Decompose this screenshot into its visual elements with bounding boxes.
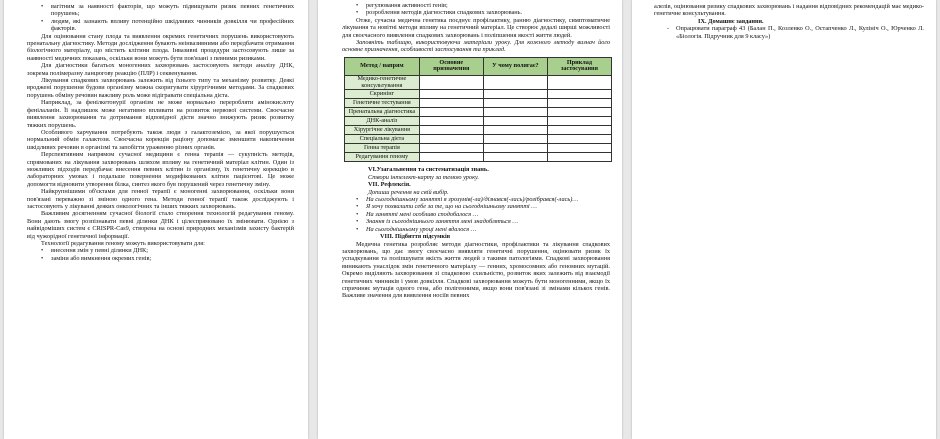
table-cell-empty[interactable] <box>419 99 483 108</box>
document-page-1 <box>4 0 308 439</box>
table-cell-method: Спеціальна дієта <box>345 135 420 144</box>
table-cell-empty[interactable] <box>419 126 483 135</box>
paragraph: Особливого харчування потребують також люди з галактоземією, за якої порушується нормальний обмін галактози. Своєчасна корекція раціону допомагає зменшити накопичення шкідливих речовин в організмі та запобігти ураженню різних органів. <box>27 128 294 151</box>
table-cell-method: Генна терапія <box>345 144 420 153</box>
table-row <box>345 90 612 99</box>
table-header-row <box>345 57 612 75</box>
paragraph: Лікування спадкових захворювань залежить від їхнього типу та механізму розвитку. Деякі вроджені порушення будови організму можна скоригувати хірургічними методами. За спадкових порушень обміну речовин важливу роль може відігравати спеціальна дієта. <box>27 77 294 99</box>
table-header: Метод / напрям <box>345 57 420 75</box>
task-instruction: Створи інтелект-карту за темою уроку. <box>368 173 480 181</box>
table-cell-empty[interactable] <box>483 126 547 135</box>
paragraph: Для оцінювання стану плода та виявлення окремих генетичних порушень використовують пренатальну діагностику. Методи дослідження бувають неінвазивними або передбачати отримання біологічного матеріалу, що містить клітини плода. Інвазивні процедури застосовують лише за наявності медичних показань, оскільки вони можуть бути пов'язані з певними ризиками. <box>27 32 294 62</box>
table-cell-empty[interactable] <box>419 135 483 144</box>
table-cell-empty[interactable] <box>483 99 547 108</box>
table-cell-method: Редагування геному <box>345 153 420 162</box>
table-row <box>345 99 612 108</box>
table-cell-empty[interactable] <box>483 75 547 90</box>
section-heading: VIII. Підбиття підсумків <box>380 233 451 241</box>
table-cell-empty[interactable] <box>483 153 547 162</box>
table-cell-empty[interactable] <box>483 117 547 126</box>
table-cell-empty[interactable] <box>547 117 611 126</box>
table-cell-method: ДНК-аналіз <box>345 117 420 126</box>
table-row <box>345 153 612 162</box>
table-cell-method: Генетичне тестування <box>345 99 420 108</box>
table-row <box>345 75 612 90</box>
table-cell-empty[interactable] <box>547 126 611 135</box>
list-item: • розроблення методів діагностики спадкових захворювань. <box>342 9 610 16</box>
table-header: Приклад застосування <box>547 57 611 75</box>
document-page-2 <box>318 0 622 439</box>
list-item: • заміни або вимкнення окремих генів; <box>27 255 294 262</box>
table-cell-empty[interactable] <box>483 144 547 153</box>
table-cell-empty[interactable] <box>547 144 611 153</box>
table-cell-empty[interactable] <box>547 135 611 144</box>
table-cell-empty[interactable] <box>419 117 483 126</box>
paragraph: Найкрупнішими об'єктами для генної терапії є моногенні захворювання, оскільки вони пов'язані переважно зі зміною одного гена. Методи генної терапії також досліджують і застосовують у лікуванні деяких онкологічних та інших тяжких захворювань. <box>27 188 294 210</box>
table-row <box>345 135 612 144</box>
document-page-3 <box>632 0 936 439</box>
table-row <box>345 108 612 117</box>
paragraph: Для діагностики багатьох моногенних захворювань застосовують методи аналізу ДНК, зокрема полімеразну ланцюгову реакцію (ПЛР) і секвенування. <box>27 62 294 77</box>
homework-item: - Опрацювати параграф 43 (Балан П., Козленко О., Остапченко Л., Кулініч О., Юрченко Л. «Біологія. Підручник для 9 класу») <box>654 25 924 40</box>
table-header: Основне призначення <box>419 57 483 75</box>
table-cell-empty[interactable] <box>483 90 547 99</box>
table-cell-method: Медико-генетичне консультування <box>345 75 420 90</box>
table-row <box>345 144 612 153</box>
task-instruction: Допиши речення на свій вибір. <box>368 188 449 196</box>
list-item: • Знання із сьогоднішнього заняття мені знадобляться … <box>342 218 610 225</box>
list-item: • вагітним за наявності факторів, що можуть підвищувати ризик певних генетичних порушень; <box>27 3 294 18</box>
table-cell-empty[interactable] <box>547 153 611 162</box>
table-cell-method: Пренатальна діагностика <box>345 108 420 117</box>
table-header: У чому полягає? <box>483 57 547 75</box>
section-heading: IX. Домашнє завдання. <box>698 17 764 25</box>
list-item: • регулювання активності генів; <box>342 2 610 9</box>
paragraph: Медична генетика розробляє методи діагностики, профілактики та лікування спадкових захворювань, що дає змогу своєчасно виявляти генетичні порушення, оцінювати ризик їх успадкування та поліпшувати якість життя людей з такими патологіями. Спадкові захворювання виникають унаслідок змін генетичного матеріалу — генних, хромосомних або геномних мутацій. Окремо виділяють захворювання зі спадковою схильністю, розвиток яких залежить від взаємодії генетичних чинників і умов довкілля. Спадкові захворювання можуть бути моногенними, якщо їх спричиняє мутація одного гена, або полігенними, якщо вони пов'язані зі змінами кількох генів. Важливе значення для виявлення носіїв певних <box>342 240 610 300</box>
methods-table <box>344 57 612 163</box>
table-cell-empty[interactable] <box>419 153 483 162</box>
list-item: • Я хочу похвалити себе за те, що на сьогоднішньому занятті … <box>342 203 610 210</box>
section-heading: VI.Узагальнення та систематизація знань. <box>368 166 489 174</box>
table-row <box>345 126 612 135</box>
table-cell-empty[interactable] <box>483 108 547 117</box>
section-heading: VII. Рефлексія. <box>368 181 411 189</box>
table-cell-empty[interactable] <box>419 90 483 99</box>
table-cell-empty[interactable] <box>419 144 483 153</box>
paragraph: Наприклад, за фенілкетонурії організм не може нормально переробляти амінокислоту фенілаланін. Її надлишок може негативно впливати на розвиток нервової системи. Своєчасне виявлення захворювання та дотримання відповідної дієти значно знижують ризик розвитку тяжких порушень. <box>27 99 294 129</box>
paragraph: алелів, оцінювання ризику спадкових захворювань і надання відповідних рекомендацій має медико-генетичне консультування. <box>654 3 924 18</box>
list-item: • людям, які зазнають впливу потенційно шкідливих чинників довкілля чи професійних факторів. <box>27 18 294 33</box>
table-row <box>345 117 612 126</box>
table-cell-empty[interactable] <box>419 108 483 117</box>
paragraph: Технології редагування геному можуть використовувати для: <box>41 240 205 247</box>
paragraph: Перспективним напрямом сучасної медицини є генна терапія — сукупність методів, спрямованих на лікування захворювань шляхом впливу на генетичний матеріал клітин. Один із можливих підходів передбачає внесення певних клітин із організму, їх генетичну корекцію в лабораторних умовах і подальше повернення модифікованих клітин пацієнтові. Це може допомогти відновити утворення білка, синтез якого був порушений через генетичну зміну. <box>27 151 294 188</box>
table-cell-method: Хірургічне лікування <box>345 126 420 135</box>
table-cell-empty[interactable] <box>419 75 483 90</box>
table-cell-empty[interactable] <box>547 75 611 90</box>
list-item: • На сьогоднішньому занятті я зрозумів(-ла)/дізнався(-лась)/розібрався(-лась)… <box>342 196 610 203</box>
table-cell-empty[interactable] <box>483 135 547 144</box>
list-item: • На сьогоднішньому уроці мені вдалося … <box>342 226 610 233</box>
table-cell-empty[interactable] <box>547 108 611 117</box>
table-cell-method: Скринінг <box>345 90 420 99</box>
task-instruction: Заповніть таблицю, використовуючи матеріали уроку. Для кожного методу визнач його основне призначення, особливості застосування та приклад. <box>342 39 610 54</box>
table-cell-empty[interactable] <box>547 99 611 108</box>
list-item: • На занятті мені особливо сподобалося … <box>342 211 610 218</box>
paragraph: Отже, сучасна медична генетика поєднує профілактику, ранню діагностику, симптоматичне лікування та новітні методи впливу на генетичний матеріал. Це створює дедалі ширші можливості для своєчасного виявлення спадкових захворювань і поліпшення якості життя людей. <box>342 16 610 39</box>
paragraph: Важливим досягненням сучасної біології стало створення технологій редагування геному. Вони дають змогу розпізнавати певні ділянки ДНК і цілеспрямовано їх змінювати. Однією з найвідоміших систем є CRISPR-Cas9, створена на основі природних механізмів захисту бактерій від чужорідної генетичної інформації. <box>27 210 294 240</box>
table-cell-empty[interactable] <box>547 90 611 99</box>
list-item: • внесення змін у певні ділянки ДНК; <box>27 247 294 254</box>
